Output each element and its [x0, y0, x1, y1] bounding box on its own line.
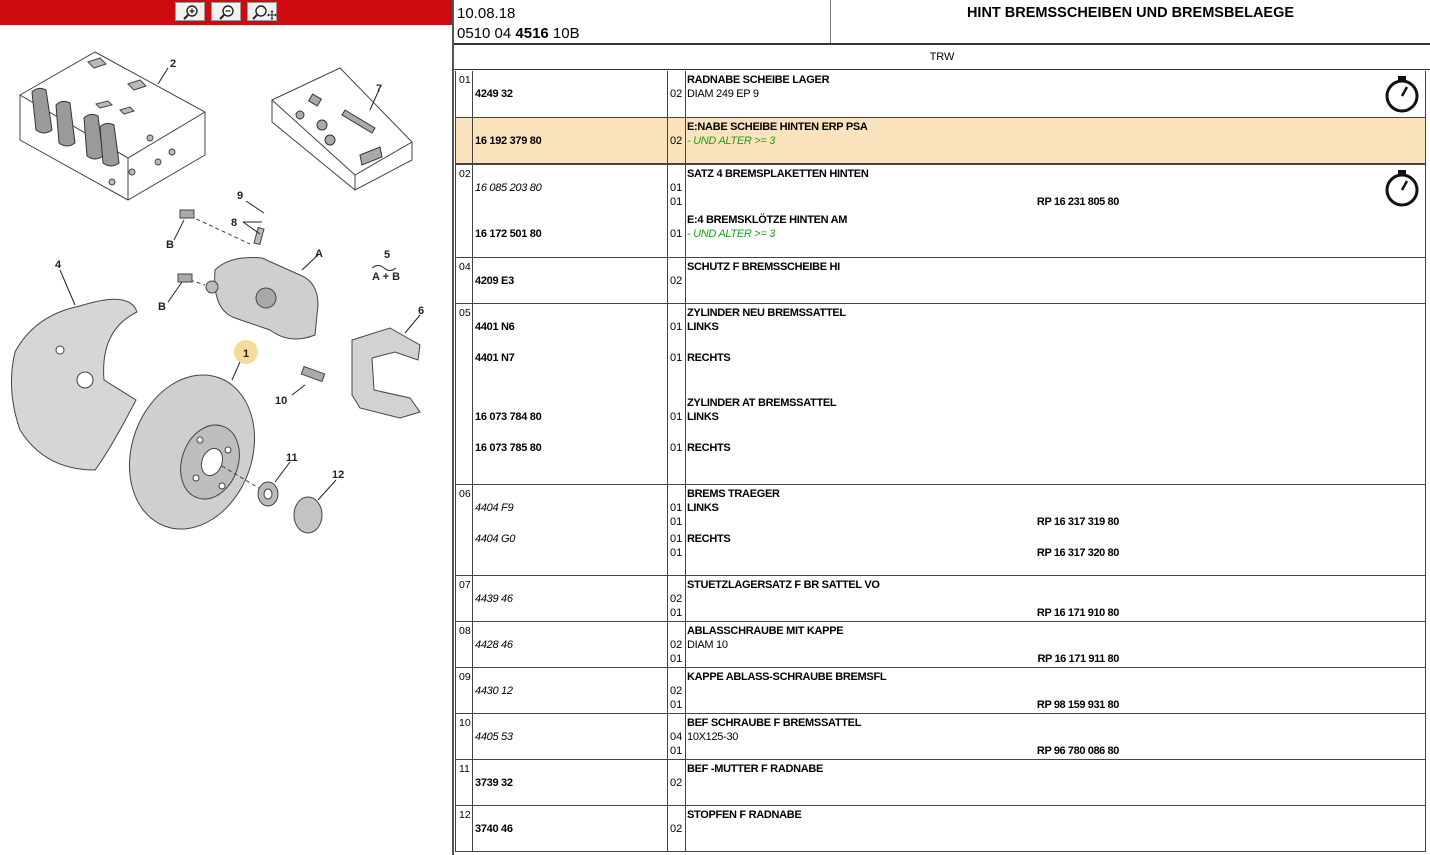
part-ref[interactable]: 16 073 785 80 — [475, 442, 542, 454]
part-desc: SCHUTZ F BREMSSCHEIBE HI — [687, 261, 840, 273]
part-ref[interactable]: 4430 12 — [475, 685, 513, 697]
table-row-04[interactable] — [455, 258, 1426, 304]
table-row-02[interactable] — [455, 164, 1426, 258]
diagram-label-2[interactable]: 2 — [170, 58, 177, 70]
part-ref[interactable]: 16 172 501 80 — [475, 228, 542, 240]
replacement-ref[interactable]: RP 96 780 086 80 — [1036, 745, 1119, 757]
zoom-in-icon — [176, 3, 206, 22]
table-row-05[interactable] — [455, 304, 1426, 485]
replacement-ref[interactable]: RP 16 317 319 80 — [1036, 516, 1119, 528]
diagram-label-12[interactable]: 12 — [332, 469, 345, 481]
zoom-in-button[interactable] — [175, 2, 205, 21]
part-qty: 02 — [670, 593, 683, 605]
replacement-qty: 01 — [670, 607, 683, 619]
stopwatch-icon[interactable] — [1382, 74, 1422, 114]
guide-pin-kit-drawing — [272, 68, 412, 190]
part-qty: 01 — [670, 502, 683, 514]
replacement-qty: 01 — [670, 699, 683, 711]
part-qty: 01 — [670, 228, 683, 240]
diagram-label-8[interactable]: 8 — [231, 217, 238, 229]
diagram-label-4[interactable]: 4 — [55, 259, 62, 271]
part-qty: 01 — [670, 533, 683, 545]
part-desc-detail: DIAM 249 EP 9 — [687, 88, 759, 100]
part-desc: SATZ 4 BREMSPLAKETTEN HINTEN — [687, 168, 869, 180]
part-side: RECHTS — [687, 442, 731, 454]
part-ref[interactable]: 4249 32 — [475, 88, 513, 100]
part-ref[interactable]: 4405 53 — [475, 731, 513, 743]
part-qty: 01 — [670, 182, 683, 194]
part-ref[interactable]: 4439 46 — [475, 593, 513, 605]
replacement-qty: 01 — [670, 653, 683, 665]
row-number: 08 — [459, 625, 471, 637]
table-row-06[interactable] — [455, 485, 1426, 576]
replacement-qty: 01 — [670, 547, 683, 559]
part-qty: 02 — [670, 777, 683, 789]
part-side: RECHTS — [687, 533, 731, 545]
part-desc: ZYLINDER NEU BREMSSATTEL — [687, 307, 846, 319]
diagram-label-b-upper[interactable]: B — [166, 239, 174, 251]
diagram-label-1[interactable]: 1 — [242, 348, 250, 360]
page-title: HINT BREMSSCHEIBEN UND BREMSBELAEGE — [966, 5, 1295, 21]
diagram-label-5[interactable]: 5 — [384, 249, 391, 261]
part-qty: 02 — [670, 88, 683, 100]
part-ref[interactable]: 4401 N6 — [475, 321, 515, 333]
zoom-toolbar — [0, 0, 452, 25]
supplier-label: TRW — [454, 45, 1430, 70]
part-desc: E:NABE SCHEIBE HINTEN ERP PSA — [687, 121, 868, 133]
part-desc: ZYLINDER AT BREMSSATTEL — [687, 397, 837, 409]
replacement-ref[interactable]: RP 16 171 910 80 — [1036, 607, 1119, 619]
part-condition-note: - UND ALTER >= 3 — [687, 135, 776, 147]
row-number: 01 — [459, 74, 471, 86]
diagram-label-10[interactable]: 10 — [275, 395, 288, 407]
diagram-label-a-plus-b: A + B — [372, 271, 401, 283]
part-desc: ABLASSCHRAUBE MIT KAPPE — [687, 625, 844, 637]
header-code-suffix: 10B — [548, 25, 580, 42]
hub-nut-drawing — [258, 482, 278, 506]
stopwatch-icon[interactable] — [1382, 168, 1422, 208]
part-qty: 01 — [670, 411, 683, 423]
hub-cap-drawing — [294, 497, 322, 533]
table-row-01-highlighted[interactable] — [455, 118, 1426, 164]
part-side: LINKS — [687, 411, 719, 423]
part-qty: 04 — [670, 731, 683, 743]
table-row-07[interactable] — [455, 576, 1426, 622]
row-number: 07 — [459, 579, 471, 591]
part-side: RECHTS — [687, 352, 731, 364]
part-desc: BREMS TRAEGER — [687, 488, 780, 500]
replacement-ref[interactable]: RP 16 171 911 80 — [1037, 653, 1119, 665]
part-qty: 01 — [670, 352, 683, 364]
part-qty: 01 — [670, 442, 683, 454]
row-number: 12 — [459, 809, 471, 821]
part-desc: BEF -MUTTER F RADNABE — [687, 763, 824, 775]
header-code-bold: 4516 — [515, 25, 549, 42]
exploded-parts-diagram — [0, 30, 452, 550]
part-ref[interactable]: 4428 46 — [475, 639, 513, 651]
part-ref[interactable]: 3739 32 — [475, 777, 513, 789]
diagram-label-7[interactable]: 7 — [376, 83, 383, 95]
diagram-label-a[interactable]: A — [315, 248, 323, 260]
part-qty: 02 — [670, 275, 683, 287]
part-desc: E:4 BREMSKLÖTZE HINTEN AM — [687, 214, 848, 226]
row-number: 04 — [459, 261, 471, 273]
part-qty: 01 — [670, 321, 683, 333]
replacement-ref[interactable]: RP 98 159 931 80 — [1036, 699, 1119, 711]
table-row-01[interactable] — [455, 71, 1426, 118]
part-ref[interactable]: 4404 G0 — [475, 533, 516, 545]
part-qty: 02 — [670, 823, 683, 835]
table-row-12[interactable] — [455, 806, 1426, 852]
table-row-09[interactable] — [455, 668, 1426, 714]
zoom-fit-button[interactable] — [247, 2, 277, 21]
zoom-out-button[interactable] — [211, 2, 241, 21]
zoom-out-icon — [212, 3, 242, 22]
part-desc: STOPFEN F RADNABE — [687, 809, 802, 821]
brake-pad-kit-drawing — [20, 52, 205, 200]
replacement-qty: 01 — [670, 196, 683, 208]
parts-list-pane — [454, 0, 1430, 855]
row-number: 09 — [459, 671, 471, 683]
part-desc-detail: DIAM 10 — [687, 639, 728, 651]
diagram-label-9[interactable]: 9 — [237, 190, 244, 202]
part-desc: BEF SCHRAUBE F BREMSSATTEL — [687, 717, 862, 729]
part-desc: STUETZLAGERSATZ F BR SATTEL VO — [687, 579, 880, 591]
replacement-ref[interactable]: RP 16 231 805 80 — [1036, 196, 1119, 208]
header-code — [457, 25, 580, 42]
row-number: 11 — [459, 763, 470, 775]
caliper-bracket-drawing — [301, 328, 420, 418]
part-desc-detail: 10X125-30 — [687, 731, 739, 743]
caliper-drawing — [178, 210, 318, 339]
part-side: LINKS — [687, 321, 719, 333]
part-ref[interactable]: 16 085 203 80 — [475, 182, 542, 194]
part-ref[interactable]: 16 192 379 80 — [475, 135, 542, 147]
diagram-label-6[interactable]: 6 — [418, 305, 425, 317]
part-qty: 02 — [670, 639, 683, 651]
row-number: 05 — [459, 307, 471, 319]
replacement-qty: 01 — [670, 745, 683, 757]
diagram-label-b-lower[interactable]: B — [158, 301, 166, 313]
part-desc: KAPPE ABLASS-SCHRAUBE BREMSFL — [687, 671, 887, 683]
brake-disc-drawing — [109, 357, 276, 547]
part-ref[interactable]: 16 073 784 80 — [475, 411, 542, 423]
row-number: 06 — [459, 488, 471, 500]
header-date: 10.08.18 — [457, 5, 516, 22]
diagram-pane — [0, 0, 452, 855]
row-number: 10 — [459, 717, 471, 729]
replacement-qty: 01 — [670, 516, 683, 528]
part-qty: 02 — [670, 685, 683, 697]
replacement-ref[interactable]: RP 16 317 320 80 — [1036, 547, 1119, 559]
part-ref[interactable]: 4404 F9 — [475, 502, 514, 514]
part-ref[interactable]: 4209 E3 — [475, 275, 514, 287]
table-row-11[interactable] — [455, 760, 1426, 806]
row-number: 02 — [459, 168, 471, 180]
table-row-10[interactable] — [455, 714, 1426, 760]
diagram-label-11[interactable]: 11 — [286, 452, 298, 464]
part-qty: 02 — [670, 135, 683, 147]
dust-shield-drawing — [11, 299, 137, 470]
header-code-prefix: 0510 04 — [457, 25, 516, 42]
table-row-08[interactable] — [455, 622, 1426, 668]
part-side: LINKS — [687, 502, 719, 514]
zoom-fit-icon — [248, 3, 278, 22]
part-desc: RADNABE SCHEIBE LAGER — [687, 74, 830, 86]
part-condition-note: - UND ALTER >= 3 — [687, 228, 776, 240]
parts-header — [454, 0, 1430, 45]
part-ref[interactable]: 3740 46 — [475, 823, 513, 835]
part-ref[interactable]: 4401 N7 — [475, 352, 515, 364]
